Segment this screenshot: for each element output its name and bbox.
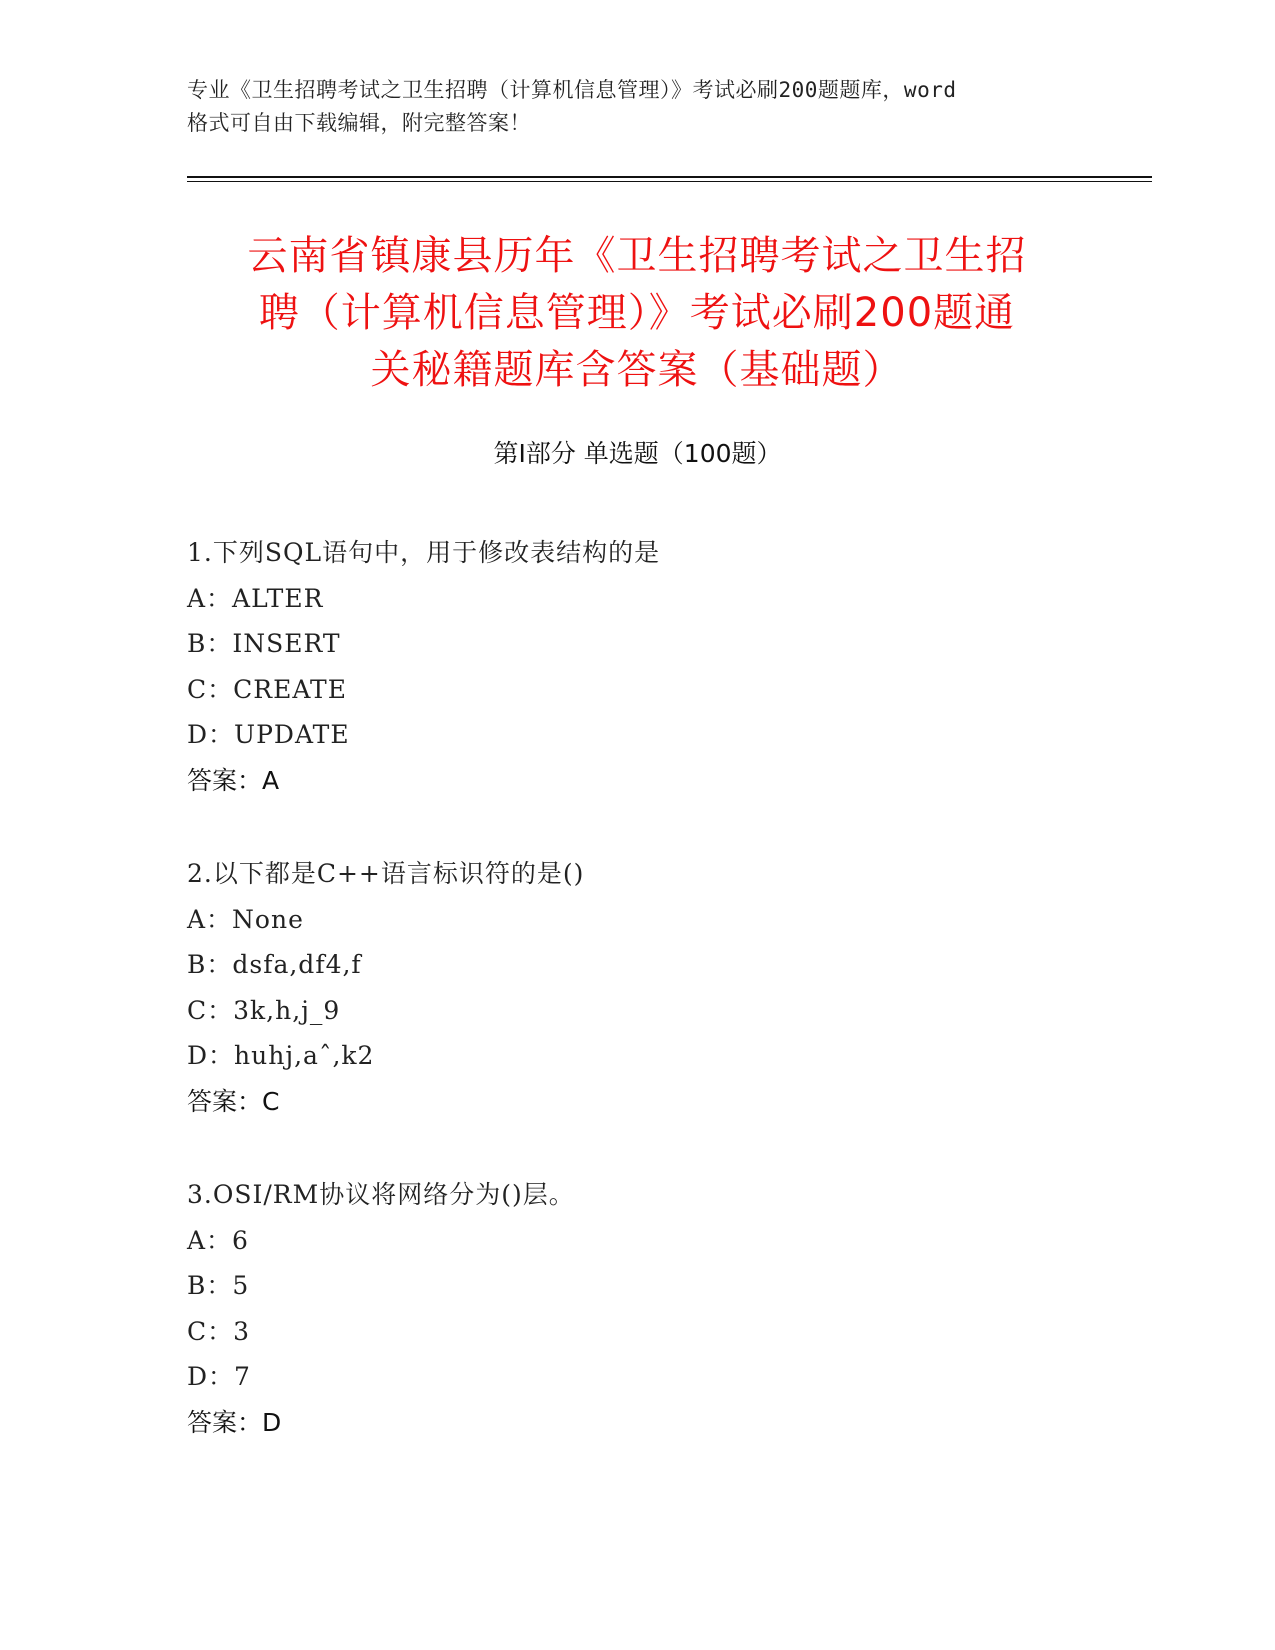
question-answer: 答案：C (187, 1086, 280, 1116)
document-title (187, 228, 1087, 399)
section-title: 第Ⅰ部分 单选题（100题） (493, 439, 782, 468)
question-stem: 1.下列SQL语句中，用于修改表结构的是 (187, 538, 661, 567)
question-stem: 3.OSI/RM协议将网络分为()层。 (187, 1180, 575, 1209)
question-item (187, 1172, 1137, 1445)
document-title-line-3: 关秘籍题库含答案（基础题） (370, 347, 904, 393)
question-item (187, 530, 1137, 803)
header-note-line-1: 专业《卫生招聘考试之卫生招聘（计算机信息管理）》考试必刷200题题库，word (187, 78, 957, 102)
option-b: B：5 (187, 1271, 250, 1300)
option-b: B：dsfa,df4,f (187, 950, 362, 979)
header-note-line-2: 格式可自由下载编辑，附完整答案！ (187, 111, 531, 135)
option-a: A：6 (187, 1225, 249, 1255)
option-d: D：UPDATE (187, 720, 350, 749)
option-a: A：None (187, 904, 304, 934)
question-answer: 答案：D (187, 1407, 282, 1437)
option-d: D：huhj,aˆ,k2 (187, 1041, 375, 1070)
header-divider-bottom (187, 181, 1152, 182)
question-stem: 2.以下都是C++语言标识符的是() (187, 859, 585, 888)
option-b: B：INSERT (187, 629, 341, 658)
header-note (187, 74, 1087, 140)
question-list (187, 530, 1137, 1493)
question-item (187, 851, 1137, 1124)
option-d: D：7 (187, 1362, 251, 1391)
option-a: A：ALTER (187, 583, 324, 613)
option-c: C：3k,h,j_9 (187, 995, 341, 1025)
document-title-line-2: 聘（计算机信息管理）》考试必刷200题通 (258, 290, 1016, 336)
header-divider-top (187, 176, 1152, 178)
option-c: C：CREATE (187, 674, 347, 704)
question-answer: 答案：A (187, 765, 280, 795)
document-title-line-1: 云南省镇康县历年《卫生招聘考试之卫生招 (247, 233, 1027, 279)
option-c: C：3 (187, 1316, 251, 1346)
